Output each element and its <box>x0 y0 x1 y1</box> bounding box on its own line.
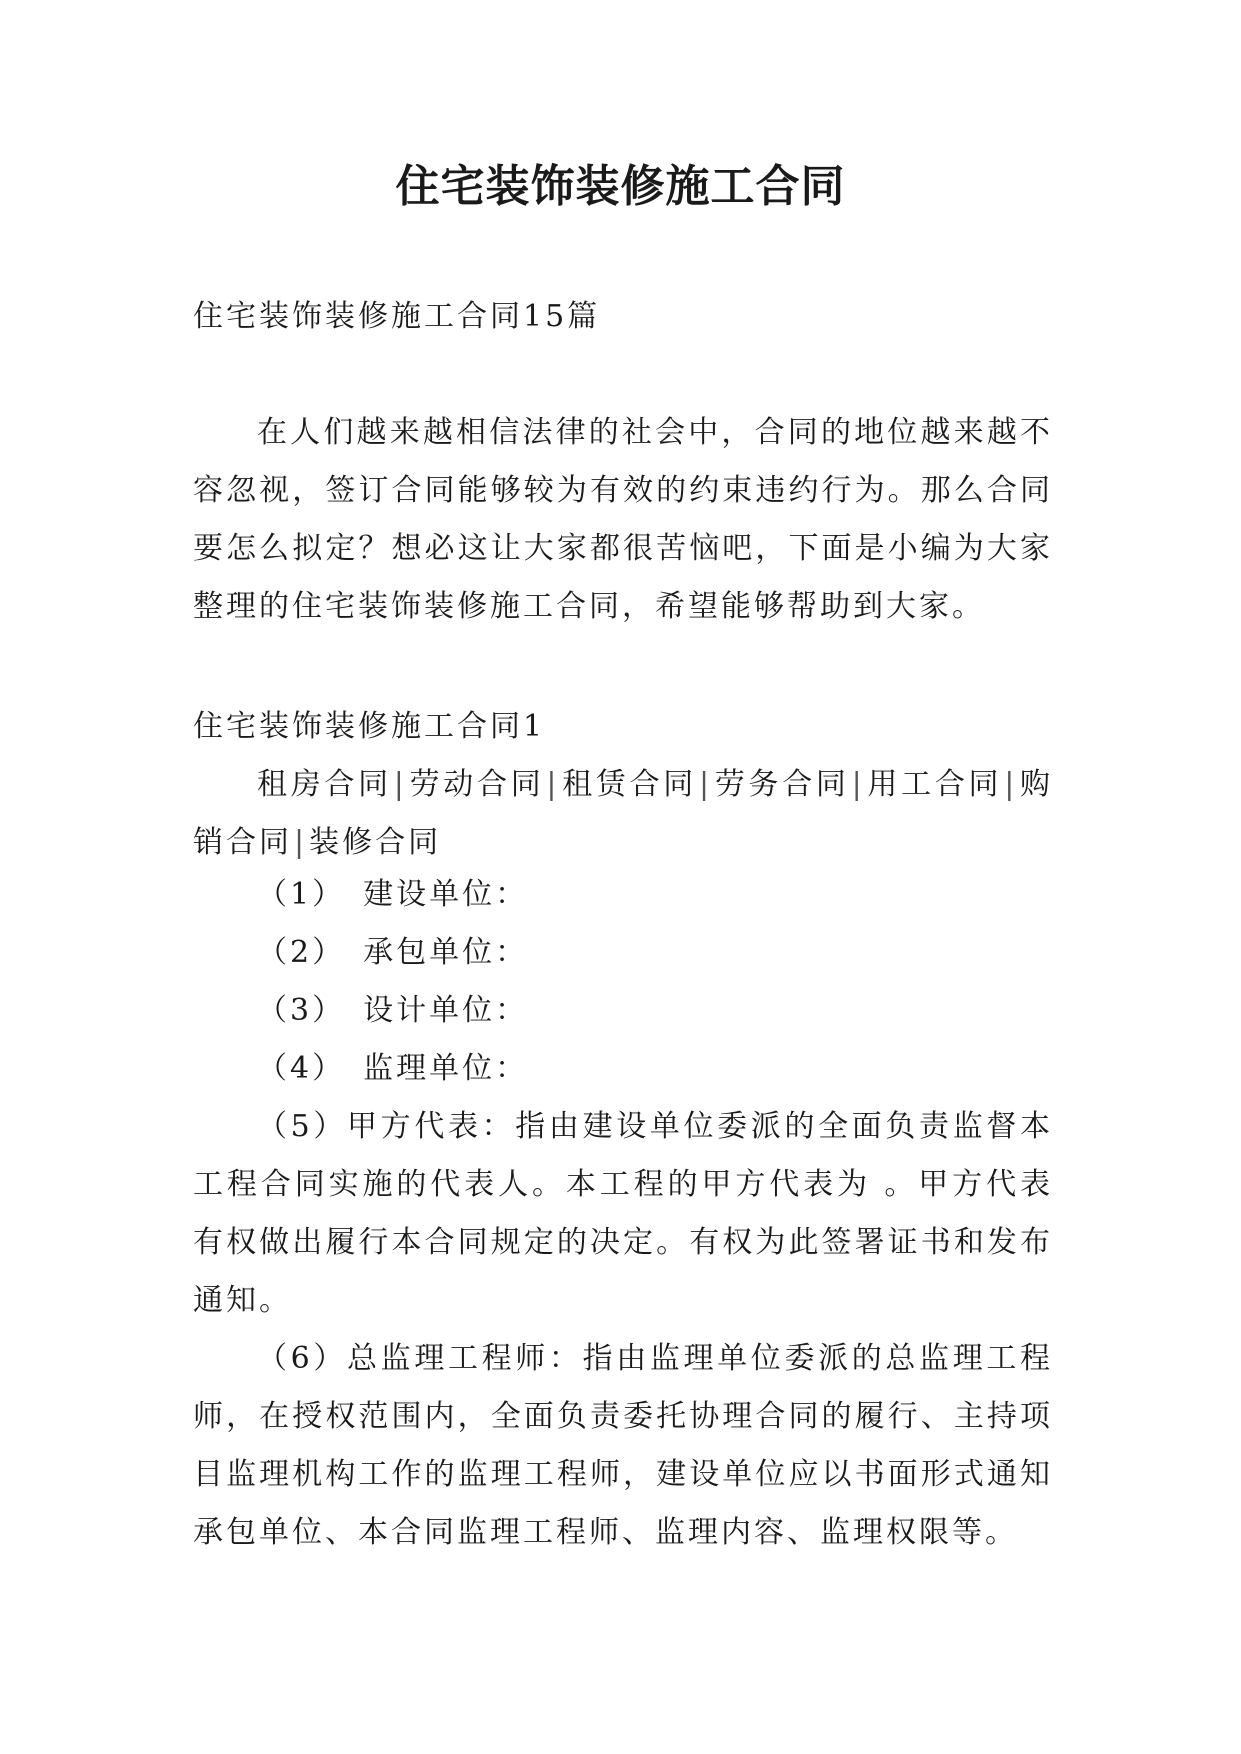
clause-item <box>193 982 1053 1040</box>
category-labor: 劳动合同 <box>408 767 545 802</box>
category-service: 劳务合同 <box>714 767 850 802</box>
category-lease: 租赁合同 <box>561 767 698 802</box>
category-separator: | <box>546 767 560 802</box>
clause-text: 建设单位： <box>363 877 529 912</box>
contract-categories <box>193 756 1053 872</box>
clause-text: 监理单位： <box>363 1051 529 1086</box>
category-separator: | <box>294 825 308 860</box>
clause-number: （2） <box>257 935 346 970</box>
category-employment: 用工合同 <box>866 767 1003 802</box>
clause-number: （1） <box>257 877 346 912</box>
category-separator: | <box>699 767 713 802</box>
category-purchase: 购销合同 <box>193 767 1054 860</box>
category-rental: 租房合同 <box>257 767 392 802</box>
category-decoration: 装修合同 <box>309 825 442 860</box>
intro-paragraph: 在人们越来越相信法律的社会中，合同的地位越来越不容忽视，签订合同能够较为有效的约束违约行为。那么合同要怎么拟定？想必这让大家都很苦恼吧，下面是小编为大家整理的住宅装饰装修施工合同，希望能够帮助到大家。 <box>193 415 1053 624</box>
contract-clauses <box>193 866 1053 1562</box>
clause-text: 承包单位： <box>363 935 529 970</box>
clause-paragraph-owner-representative: （5）甲方代表：指由建设单位委派的全面负责监督本工程合同实施的代表人。本工程的甲方代表为 。甲方代表有权做出履行本合同规定的决定。有权为此签署证书和发布通知。 <box>193 1109 1053 1318</box>
category-separator: | <box>1004 767 1018 802</box>
category-separator: | <box>851 767 865 802</box>
clause-number: （4） <box>257 1051 346 1086</box>
clause-number: （3） <box>257 993 346 1028</box>
document-subtitle: 住宅装饰装修施工合同15篇 <box>193 299 601 334</box>
clause-text: 设计单位： <box>363 993 529 1028</box>
clause-item <box>193 1040 1053 1098</box>
clause-paragraph-chief-supervisor: （6）总监理工程师：指由监理单位委派的总监理工程师，在授权范围内，全面负责委托协理合同的履行、主持项目监理机构工作的监理工程师，建设单位应以书面形式通知承包单位、本合同监理工程师、监理内容、监理权限等。 <box>193 1341 1053 1550</box>
clause-item <box>193 866 1053 924</box>
category-separator: | <box>393 767 407 802</box>
document-title: 住宅装饰装修施工合同 <box>395 161 846 212</box>
section-heading: 住宅装饰装修施工合同1 <box>193 709 546 744</box>
clause-item <box>193 924 1053 982</box>
